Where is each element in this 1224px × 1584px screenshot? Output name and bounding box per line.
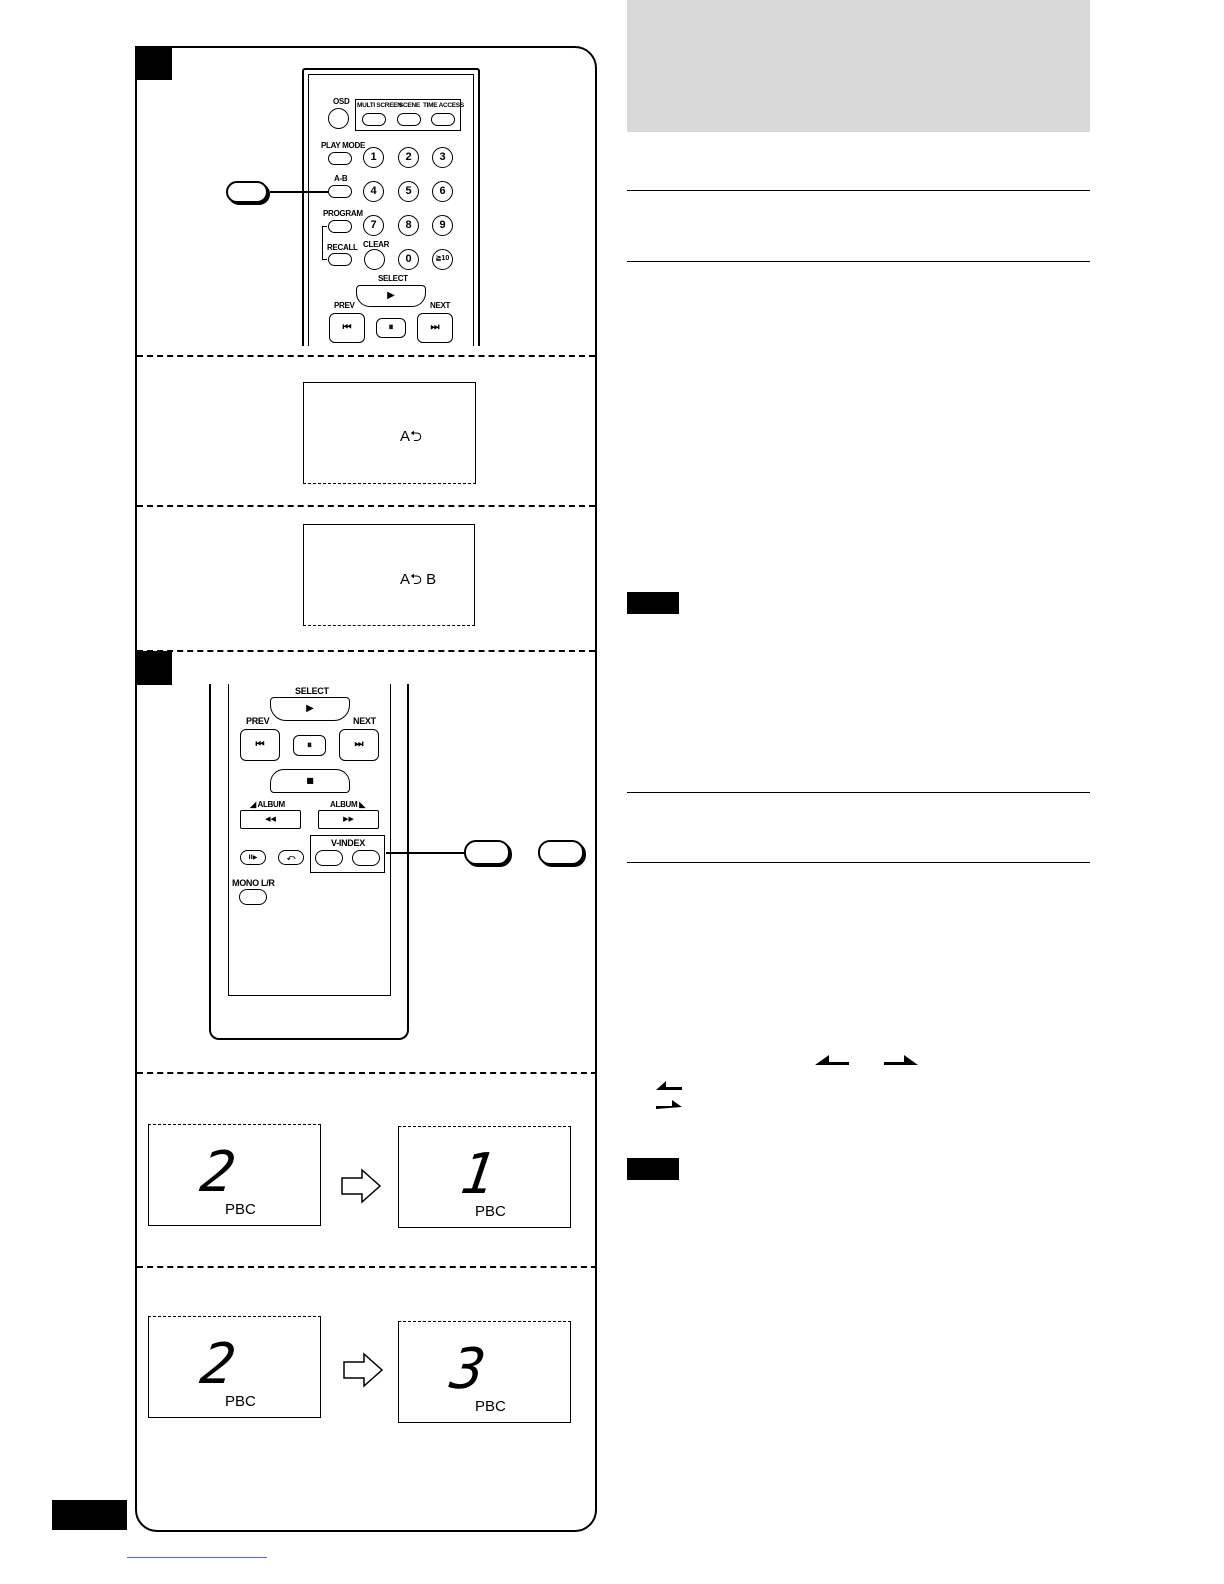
- rewind-button[interactable]: ◀◀: [240, 810, 301, 829]
- lcd-digit: 3: [446, 1337, 490, 1402]
- stop-button[interactable]: ■: [270, 769, 350, 793]
- mono-label: MONO L/R: [232, 878, 275, 888]
- select-label-2: SELECT: [295, 686, 329, 696]
- lcd-digit: 2: [196, 1140, 240, 1205]
- rule: [627, 190, 1090, 191]
- scene-label: SCENE: [399, 102, 420, 109]
- play-mode-label: PLAY MODE: [321, 141, 365, 150]
- multiscreen-label: MULTI SCREEN: [357, 102, 402, 109]
- vindex-left-callout: [464, 840, 510, 865]
- program-label: PROGRAM: [323, 209, 363, 218]
- repeat-ab-indicator: A⮌ B: [400, 571, 437, 588]
- repeat-button[interactable]: ⤺: [278, 850, 304, 865]
- prev-label-2: PREV: [246, 716, 270, 726]
- mono-button[interactable]: [239, 889, 267, 905]
- key-6-button[interactable]: 6: [432, 181, 453, 202]
- recall-label: RECALL: [327, 243, 358, 252]
- pause-button[interactable]: ⏸: [376, 318, 406, 338]
- pbc-indicator: PBC: [475, 1398, 506, 1415]
- vindex-left-arrow-icon: [815, 1053, 849, 1071]
- lcd-display-2-before: [148, 1124, 321, 1226]
- divider: [137, 355, 595, 357]
- lcd-display-3-after: [398, 1321, 571, 1423]
- lcd-digit: 2: [196, 1332, 240, 1397]
- clear-label: CLEAR: [363, 240, 390, 249]
- key-7-button[interactable]: 7: [363, 215, 384, 236]
- step-1-badge: [135, 46, 172, 80]
- header-box: [627, 0, 1090, 132]
- program-recall-bracket: [322, 226, 327, 260]
- next-button[interactable]: ⏭: [417, 313, 453, 343]
- pbc-indicator: PBC: [225, 1201, 256, 1218]
- arrow-right-icon: [342, 1352, 384, 1393]
- repeat-a-indicator: A⮌: [400, 428, 423, 445]
- next-button-2[interactable]: ⏭: [339, 729, 379, 761]
- slow-button[interactable]: II▶: [240, 850, 266, 865]
- recall-button[interactable]: [328, 253, 352, 266]
- note-bar: [627, 592, 679, 614]
- key-4-button[interactable]: 4: [363, 181, 384, 202]
- multiscreen-button[interactable]: [362, 113, 386, 126]
- ab-callout-button: [226, 181, 268, 203]
- key-9-button[interactable]: 9: [432, 215, 453, 236]
- scene-button[interactable]: [397, 113, 421, 126]
- vindex-callout-line: [386, 852, 464, 854]
- vindex-left-button[interactable]: [315, 850, 343, 866]
- lcd-display-1-after: [398, 1126, 571, 1228]
- divider: [137, 650, 595, 652]
- osd-label: OSD: [333, 97, 350, 106]
- ab-label: A-B: [334, 174, 348, 183]
- vindex-label: V-INDEX: [331, 838, 365, 848]
- divider: [137, 1266, 597, 1268]
- page-number-tab: [52, 1500, 127, 1530]
- pbc-indicator: PBC: [475, 1203, 506, 1220]
- rule: [627, 792, 1090, 793]
- lcd-digit: 1: [456, 1142, 500, 1207]
- select-label: SELECT: [378, 274, 408, 283]
- ab-button[interactable]: [328, 185, 352, 198]
- vindex-right-arrow-icon: [884, 1053, 918, 1071]
- rule: [627, 261, 1090, 262]
- key-1-button[interactable]: 1: [363, 147, 384, 168]
- clear-button[interactable]: [364, 249, 385, 270]
- play-mode-button[interactable]: [328, 152, 352, 165]
- arrows-swap-icon: [656, 1080, 684, 1115]
- fast-forward-button[interactable]: ▶▶: [318, 810, 379, 829]
- prev-button[interactable]: ⏮: [329, 313, 365, 343]
- link-underline: [127, 1557, 267, 1558]
- vindex-right-button[interactable]: [352, 850, 380, 866]
- tv-screen-ab: [303, 524, 475, 626]
- next-label: NEXT: [430, 301, 451, 310]
- key-2-button[interactable]: 2: [398, 147, 419, 168]
- select-play-button-2[interactable]: ▶: [270, 697, 350, 721]
- next-label-2: NEXT: [353, 716, 376, 726]
- pause-button-2[interactable]: ⏸: [293, 735, 326, 756]
- arrow-right-icon: [340, 1168, 382, 1209]
- key-3-button[interactable]: 3: [432, 147, 453, 168]
- key-5-button[interactable]: 5: [398, 181, 419, 202]
- tv-screen-a: [303, 382, 476, 484]
- vindex-right-callout: [538, 840, 584, 865]
- album-up-label: ALBUM ◣: [330, 800, 366, 809]
- osd-button[interactable]: [328, 108, 349, 129]
- divider: [137, 505, 595, 507]
- note-bar: [627, 1158, 679, 1180]
- prev-label: PREV: [334, 301, 355, 310]
- album-down-label: ◢ ALBUM: [250, 800, 285, 809]
- key-8-button[interactable]: 8: [398, 215, 419, 236]
- pbc-indicator: PBC: [225, 1393, 256, 1410]
- lcd-display-2-before-b: [148, 1316, 321, 1418]
- prev-button-2[interactable]: ⏮: [240, 729, 280, 761]
- divider: [137, 1072, 597, 1074]
- step-2-badge: [135, 651, 172, 685]
- rule: [627, 862, 1090, 863]
- timeaccess-label: TIME ACCESS: [423, 102, 464, 109]
- program-button[interactable]: [328, 220, 352, 233]
- key-0-button[interactable]: 0: [398, 249, 419, 270]
- select-play-button[interactable]: ▶: [356, 285, 426, 307]
- timeaccess-button[interactable]: [431, 113, 455, 126]
- key-10plus-button[interactable]: ≧10: [432, 249, 453, 270]
- ab-callout-line: [270, 191, 328, 193]
